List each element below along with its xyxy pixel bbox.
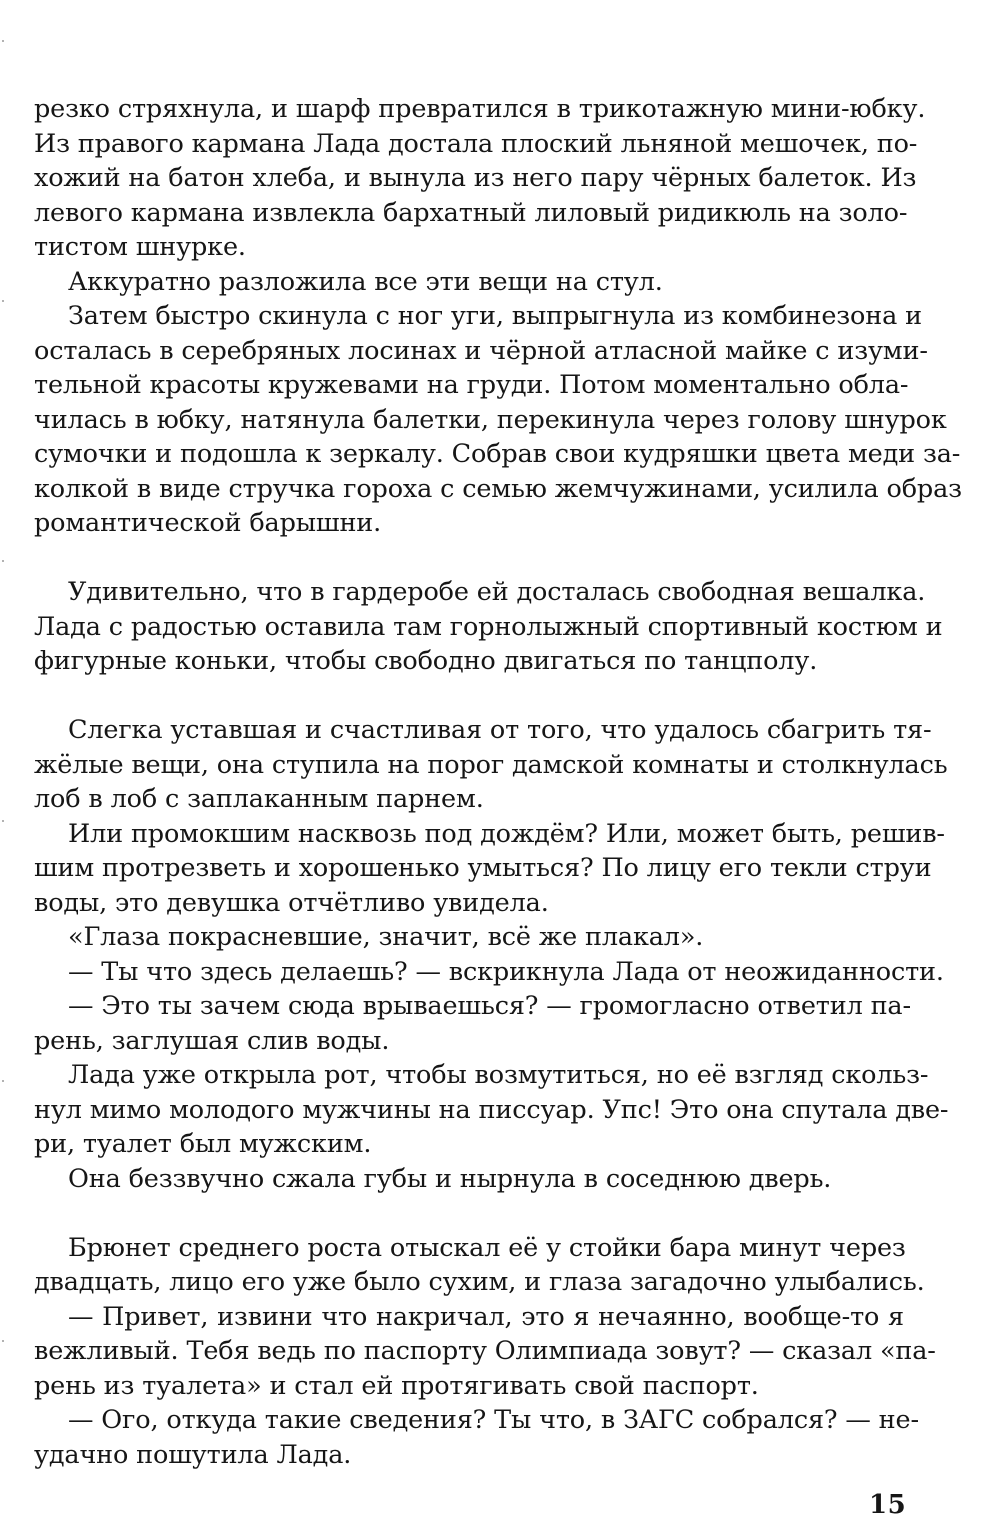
text-line: тистом шнурке. (34, 232, 246, 262)
text-line: — Привет, извини что накричал, это я нечаянно, вообще-то я (68, 1301, 904, 1332)
text-line: Она беззвучно сжала губы и нырнула в соседнюю дверь. (68, 1163, 832, 1194)
text-line: колкой в виде стручка гороха с семью жемчужинами, усилила образ (34, 473, 962, 504)
scan-speck (2, 300, 4, 302)
text-line: романтической барышни. (34, 508, 382, 538)
body-text (34, 92, 962, 1472)
text-line: Затем быстро скинула с ног уги, выпрыгнула из комбинезона и (68, 301, 922, 331)
text-line: двадцать, лицо его уже было сухим, и глаза загадочно улыбались. (34, 1267, 925, 1297)
text-line: — Ого, откуда такие сведения? Ты что, в ЗАГС собрался? — не- (68, 1405, 919, 1435)
text-line: шим протрезветь и хорошенько умыться? По лицу его текли струи (34, 853, 932, 883)
text-line: Лада с радостью оставила там горнолыжный спортивный костюм и (34, 611, 943, 642)
text-line: удачно пошутила Лада. (34, 1439, 352, 1470)
text-line: Лада уже открыла рот, чтобы возмутиться, но её взгляд скольз- (68, 1060, 929, 1090)
text-line: Слегка уставшая и счастливая от того, что удалось сбагрить тя- (68, 715, 932, 745)
text-line: осталась в серебряных лосинах и чёрной атласной майке с изуми- (34, 335, 928, 366)
text-line: тельной красоты кружевами на груди. Потом моментально обла- (34, 370, 909, 400)
scan-speck (2, 560, 4, 562)
text-line: фигурные коньки, чтобы свободно двигаться по танцполу. (34, 646, 818, 676)
text-line: лоб в лоб с заплаканным парнем. (34, 784, 484, 814)
scan-speck (2, 1080, 4, 1082)
scan-speck (2, 820, 4, 822)
text-line: вежливый. Тебя ведь по паспорту Олимпиада зовут? — сказал «па- (34, 1336, 936, 1366)
text-line: чилась в юбку, натянула балетки, перекинула через голову шнурок (34, 404, 947, 435)
section-break (34, 1196, 904, 1231)
text-line: хожий на батон хлеба, и вынула из него пару чёрных балеток. Из (34, 163, 917, 193)
text-line: жёлые вещи, она ступила на порог дамской комнаты и столкнулась (34, 749, 948, 780)
text-line: резко стряхнула, и шарф превратился в трикотажную мини-юбку. (34, 94, 926, 124)
text-line: воды, это девушка отчётливо увидела. (34, 887, 549, 918)
section-break (34, 679, 904, 714)
text-line: рень, заглушая слив воды. (34, 1025, 390, 1056)
text-line: левого кармана извлекла бархатный лиловый ридикюль на золо- (34, 197, 908, 228)
text-line: Удивительно, что в гардеробе ей досталась свободная вешалка. (68, 577, 926, 607)
text-line: — Это ты зачем сюда врываешься? — громогласно ответил па- (68, 991, 911, 1021)
scan-speck (2, 40, 4, 42)
text-line: сумочки и подошла к зеркалу. Собрав свои кудряшки цвета меди за- (34, 439, 961, 469)
text-line: Брюнет среднего роста отыскал её у стойки бара минут через (68, 1232, 906, 1263)
text-line: — Ты что здесь делаешь? — вскрикнула Лада от неожиданности. (68, 956, 944, 987)
scan-speck (2, 1340, 4, 1342)
text-line: Из правого кармана Лада достала плоский льняной мешочек, по- (34, 128, 918, 159)
section-break (34, 541, 904, 576)
text-line: «Глаза покрасневшие, значит, всё же плакал». (68, 922, 704, 952)
text-line: нул мимо молодого мужчины на писсуар. Упс! Это она спутала две- (34, 1094, 949, 1125)
text-line: Аккуратно разложила все эти вещи на стул. (68, 266, 663, 297)
text-line: рень из туалета» и стал ей протягивать свой паспорт. (34, 1370, 759, 1401)
page-number: 15 (869, 1490, 907, 1520)
text-line: ри, туалет был мужским. (34, 1129, 372, 1159)
text-line: Или промокшим насквозь под дождём? Или, может быть, решив- (68, 818, 945, 849)
